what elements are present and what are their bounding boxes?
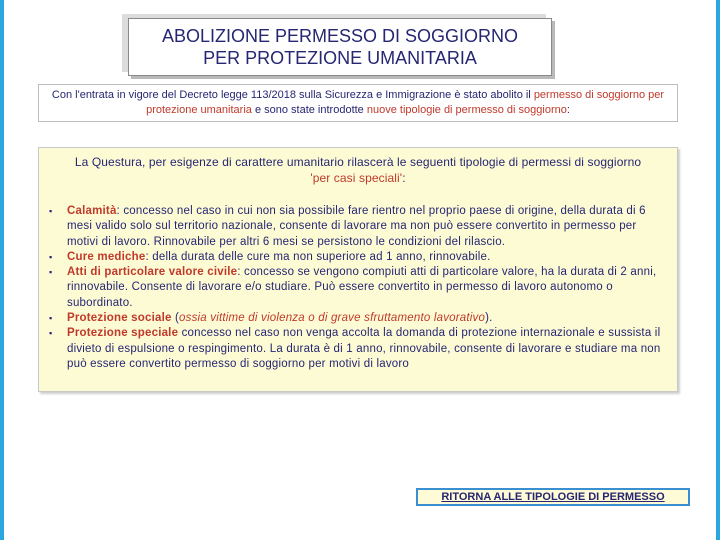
item-sep: :: [237, 266, 245, 279]
list-item: [49, 265, 669, 311]
list-item: [49, 204, 669, 250]
item-sep: :: [116, 205, 124, 217]
heading-text: , per esigenze di carattere umanitario rilascerà le seguenti tipologie di permessi di soggiorno: [142, 155, 642, 169]
intro-highlight-1: permesso di soggiorno per protezione umanitaria: [146, 89, 665, 116]
bullet-icon: ▪: [49, 206, 53, 216]
list-item: [49, 250, 669, 265]
item-label: Calamità: [67, 205, 117, 217]
title-line-2: PER PROTEZIONE UMANITARIA: [203, 48, 477, 68]
intro-text-1: Con l'entrata in vigore del Decreto legge 113/2018 sulla Sicurezza e Immigrazione è stato abolito il: [51, 89, 534, 101]
intro-highlight-3: tipologie di permesso di soggiorno: [399, 104, 567, 116]
right-accent-bar: [716, 0, 720, 540]
item-sep: (: [171, 312, 180, 325]
item-text: concesso nel caso non venga accolta la domanda di protezione internazionale e sussista il divieto di espulsione o respingimento. La durata è di 1 anno, rinnovabile, consente di lavorare e studiare ma non può essere convertito permesso di soggiorno per motivi di lavoro: [67, 327, 661, 370]
intro-paragraph: [38, 84, 678, 122]
intro-text-2: e sono state introdotte: [251, 104, 367, 116]
title-line-1: ABOLIZIONE PERMESSO DI SOGGIORNO: [161, 26, 519, 46]
item-label: Protezione sociale: [67, 312, 172, 325]
permit-list: [49, 204, 669, 372]
left-accent-bar: [0, 0, 4, 540]
list-item: [49, 326, 669, 372]
item-text: concesso nel caso in cui non sia possibile fare rientro nel proprio paese di origine, della durata di 6 mesi valido solo sul territorio nazionale, consente di lavorare ma non può essere convertito in permesso per motivi di lavoro. Rinnovabile per altri 6 mesi se persistono le condizioni del rilascio.: [67, 205, 646, 248]
bullet-icon: ▪: [49, 251, 53, 262]
permit-types-panel: [38, 147, 678, 392]
item-end: ).: [485, 312, 493, 325]
item-text: concesso se vengono compiuti atti di particolare valore, ha la durata di 2 anni, rinnovabile. Consente di lavorare e/o studiare. Può essere convertito in permesso di lavoro autonomo o subordinato.: [67, 266, 657, 309]
item-label: Protezione speciale: [67, 327, 179, 340]
panel-heading: [39, 148, 677, 186]
item-sep: :: [145, 250, 153, 263]
return-to-permit-types-link[interactable]: RITORNA ALLE TIPOLOGIE DI PERMESSO: [416, 488, 690, 506]
intro-highlight-2: nuove: [366, 104, 397, 116]
item-text: ossia vittime di violenza o di grave sfruttamento lavorativo: [179, 312, 486, 325]
item-text: della durata delle cure ma non superiore ad 1 anno, rinnovabile.: [152, 250, 491, 263]
item-label: Atti di particolare valore civile: [67, 266, 238, 279]
bullet-icon: ▪: [49, 328, 53, 339]
bullet-icon: ▪: [49, 313, 53, 324]
item-label: Cure mediche: [67, 250, 146, 263]
bullet-icon: ▪: [49, 267, 53, 278]
heading-quote: 'per casi speciali': [310, 171, 403, 185]
intro-text-4: :: [566, 104, 570, 116]
heading-questura: La Questura: [74, 155, 143, 169]
heading-end: :: [402, 171, 406, 185]
page-title: [128, 18, 552, 76]
list-item: [49, 311, 669, 326]
